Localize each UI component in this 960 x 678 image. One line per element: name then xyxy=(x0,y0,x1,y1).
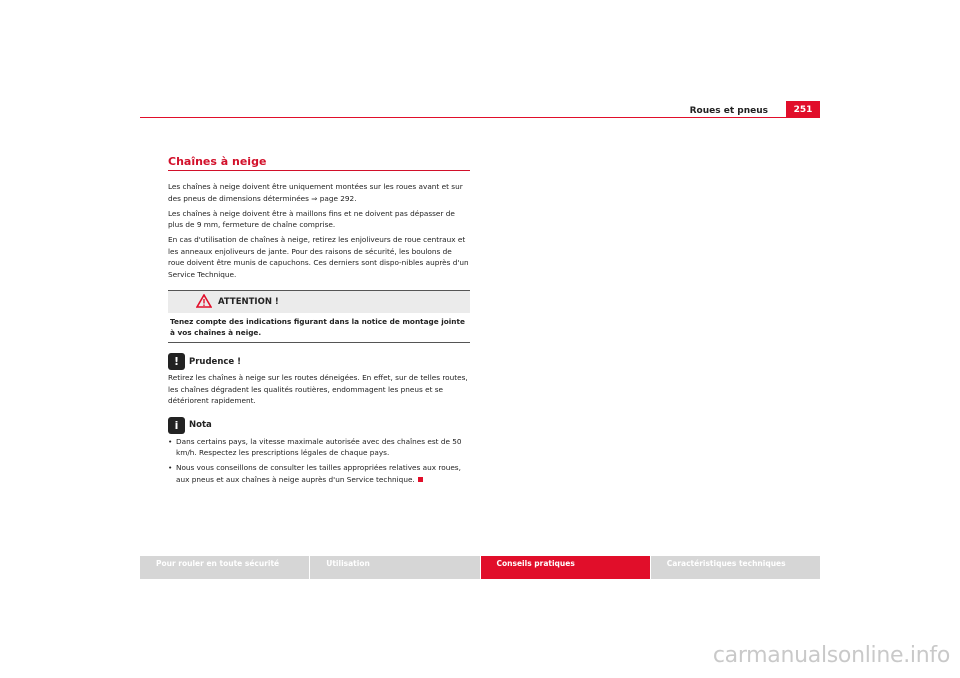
warning-text: Tenez compte des indications figurant dans la notice de montage jointe à vos chaînes à neige. xyxy=(170,317,465,337)
paragraph: En cas d'utilisation de chaînes à neige, retirez les enjoliveurs de roue centraux et les anneaux enjoliveurs de jante. Pour des raisons de sécurité, les boulons de roue doivent être munis de capuchons. Ces derniers sont dispo-nibles auprès d'un Service Technique. xyxy=(168,235,469,279)
warning-triangle-icon xyxy=(196,294,212,311)
tab-practical-tips[interactable]: Conseils pratiques xyxy=(481,556,650,579)
note-item-text: Nous vous conseillons de consulter les tailles appropriées relatives aux roues, aux pneus et aux chaînes à neige auprès d'un Service technique. xyxy=(176,463,461,484)
tab-safety[interactable]: Pour rouler en toute sécurité xyxy=(140,556,309,579)
page-header-title: Roues et pneus xyxy=(689,106,768,116)
main-content xyxy=(168,155,470,489)
warning-box xyxy=(168,290,470,343)
caution-text: Retirez les chaînes à neige sur les routes déneigées. En effet, sur de telles routes, les chaînes dégradent les qualités routières, endommagent les pneus et se détériorent rapidement. xyxy=(168,373,468,405)
paragraph: Les chaînes à neige doivent être à maillons fins et ne doivent pas dépasser de plus de 9 mm, fermeture de chaîne comprise. xyxy=(168,208,455,229)
caution-title: Prudence ! xyxy=(189,356,242,367)
watermark: carmanualsonline.info xyxy=(712,643,950,668)
note-item xyxy=(168,462,470,485)
note-item-text: Dans certains pays, la vitesse maximale autorisée avec des chaînes est de 50 km/h. Respectez les prescriptions légales de chaque pays. xyxy=(176,436,462,457)
caution-header xyxy=(168,353,470,370)
bullet-icon: • xyxy=(168,436,173,446)
info-icon: i xyxy=(168,417,185,434)
end-of-section-icon xyxy=(418,477,423,482)
tab-technical-specs[interactable]: Caractéristiques techniques xyxy=(651,556,820,579)
tab-operation[interactable]: Utilisation xyxy=(310,556,479,579)
section-heading: Chaînes à neige xyxy=(168,155,470,171)
bullet-icon: • xyxy=(168,463,173,472)
note-title: Nota xyxy=(189,420,212,430)
header-divider xyxy=(140,117,820,118)
note-item xyxy=(168,436,470,459)
exclamation-icon: ! xyxy=(168,353,185,370)
note-header xyxy=(168,417,470,434)
warning-title: ATTENTION ! xyxy=(218,297,279,307)
footer-tab-bar xyxy=(140,556,820,579)
page-number: 251 xyxy=(786,101,820,118)
paragraph: Les chaînes à neige doivent être uniquement montées sur les roues avant et sur des pneus de dimensions déterminées ⇒ page 292. xyxy=(168,182,463,203)
warning-header xyxy=(168,291,470,313)
